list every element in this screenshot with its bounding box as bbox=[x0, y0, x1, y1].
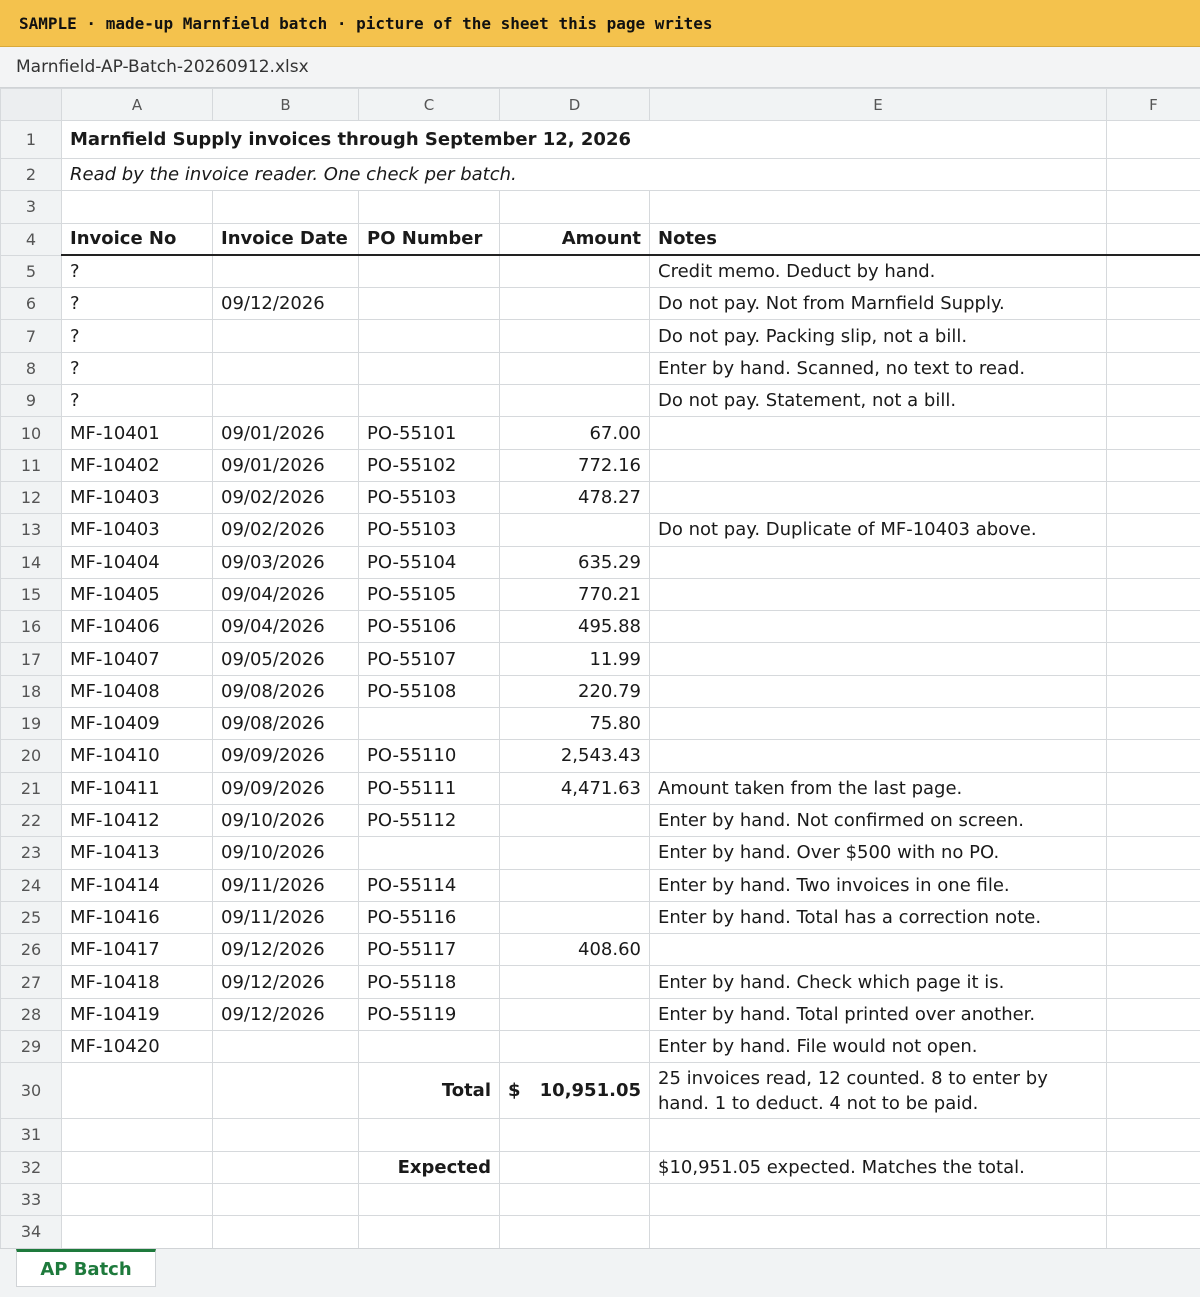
po-number-cell[interactable]: PO-55101 bbox=[359, 417, 500, 449]
amount-cell[interactable]: 635.29 bbox=[500, 546, 650, 578]
cell[interactable] bbox=[1107, 417, 1200, 449]
amount-cell[interactable]: 67.00 bbox=[500, 417, 650, 449]
header-invoice-date[interactable]: Invoice Date bbox=[213, 223, 359, 255]
invoice-date-cell[interactable]: 09/02/2026 bbox=[213, 481, 359, 513]
invoice-date-cell[interactable]: 09/09/2026 bbox=[213, 740, 359, 772]
invoice-date-cell[interactable]: 09/12/2026 bbox=[213, 998, 359, 1030]
sheet-row bbox=[1, 121, 1200, 159]
sheet-title[interactable]: Marnfield Supply invoices through September 12, 2026 bbox=[62, 121, 1107, 159]
cell[interactable] bbox=[500, 1151, 650, 1183]
notes-cell[interactable]: Do not pay. Statement, not a bill. bbox=[650, 385, 1107, 417]
table-row bbox=[1, 740, 1200, 772]
notes-cell[interactable] bbox=[650, 417, 1107, 449]
amount-cell[interactable]: 75.80 bbox=[500, 708, 650, 740]
invoice-no-cell[interactable]: MF-10413 bbox=[62, 837, 213, 869]
cell[interactable] bbox=[1107, 772, 1200, 804]
table-row bbox=[1, 611, 1200, 643]
invoice-no-cell[interactable]: MF-10418 bbox=[62, 966, 213, 998]
po-number-cell[interactable]: PO-55102 bbox=[359, 449, 500, 481]
notes-cell[interactable] bbox=[650, 708, 1107, 740]
invoice-date-cell[interactable]: 09/01/2026 bbox=[213, 449, 359, 481]
table-row bbox=[1, 578, 1200, 610]
invoice-no-cell[interactable]: MF-10403 bbox=[62, 481, 213, 513]
invoice-date-cell[interactable] bbox=[213, 385, 359, 417]
sheet-subtitle[interactable]: Read by the invoice reader. One check per batch. bbox=[62, 159, 1107, 191]
cell[interactable] bbox=[1107, 352, 1200, 384]
row-header[interactable]: 20 bbox=[1, 740, 62, 772]
sheet-row bbox=[1, 1183, 1200, 1215]
table-row bbox=[1, 934, 1200, 966]
table-header-row bbox=[1, 223, 1200, 255]
table-row bbox=[1, 514, 1200, 546]
invoice-no-cell[interactable]: MF-10406 bbox=[62, 611, 213, 643]
row-header[interactable]: 15 bbox=[1, 578, 62, 610]
po-number-cell[interactable] bbox=[359, 1031, 500, 1063]
notes-cell[interactable] bbox=[650, 481, 1107, 513]
invoice-no-cell[interactable]: MF-10414 bbox=[62, 869, 213, 901]
cell[interactable] bbox=[1107, 998, 1200, 1030]
table-row bbox=[1, 966, 1200, 998]
row-header[interactable]: 19 bbox=[1, 708, 62, 740]
row-header[interactable]: 4 bbox=[1, 223, 62, 255]
row-header[interactable]: 34 bbox=[1, 1216, 62, 1248]
amount-cell[interactable]: 11.99 bbox=[500, 643, 650, 675]
notes-cell[interactable] bbox=[650, 934, 1107, 966]
po-number-cell[interactable]: PO-55105 bbox=[359, 578, 500, 610]
row-header[interactable]: 17 bbox=[1, 643, 62, 675]
invoice-date-cell[interactable] bbox=[213, 352, 359, 384]
cell[interactable] bbox=[1107, 966, 1200, 998]
sheet-row bbox=[1, 1216, 1200, 1248]
po-number-cell[interactable]: PO-55111 bbox=[359, 772, 500, 804]
invoice-no-cell[interactable]: MF-10409 bbox=[62, 708, 213, 740]
sheet-row bbox=[1, 191, 1200, 223]
notes-cell[interactable]: Amount taken from the last page. bbox=[650, 772, 1107, 804]
amount-cell[interactable] bbox=[500, 804, 650, 836]
cell[interactable] bbox=[1107, 804, 1200, 836]
header-po-number[interactable]: PO Number bbox=[359, 223, 500, 255]
expected-note[interactable]: $10,951.05 expected. Matches the total. bbox=[650, 1151, 1107, 1183]
cell[interactable] bbox=[1107, 481, 1200, 513]
invoice-no-cell[interactable]: ? bbox=[62, 352, 213, 384]
table-row bbox=[1, 869, 1200, 901]
cell[interactable] bbox=[62, 191, 213, 223]
cell[interactable] bbox=[213, 1063, 359, 1119]
row-header[interactable]: 33 bbox=[1, 1183, 62, 1215]
invoice-no-cell[interactable]: MF-10407 bbox=[62, 643, 213, 675]
amount-cell[interactable] bbox=[500, 288, 650, 320]
amount-cell[interactable] bbox=[500, 385, 650, 417]
invoice-no-cell[interactable]: MF-10419 bbox=[62, 998, 213, 1030]
invoice-no-cell[interactable]: ? bbox=[62, 385, 213, 417]
sheet-tab-ap-batch[interactable]: AP Batch bbox=[16, 1249, 156, 1287]
file-name: Marnfield-AP-Batch-20260912.xlsx bbox=[0, 47, 1200, 88]
notes-cell[interactable] bbox=[650, 611, 1107, 643]
total-row bbox=[1, 1063, 1200, 1119]
cell[interactable] bbox=[213, 1183, 359, 1215]
po-number-cell[interactable] bbox=[359, 837, 500, 869]
invoice-date-cell[interactable] bbox=[213, 255, 359, 287]
table-row bbox=[1, 255, 1200, 287]
table-row bbox=[1, 417, 1200, 449]
column-header-a[interactable]: A bbox=[62, 89, 213, 121]
invoice-no-cell[interactable]: MF-10401 bbox=[62, 417, 213, 449]
cell[interactable] bbox=[1107, 1031, 1200, 1063]
po-number-cell[interactable] bbox=[359, 255, 500, 287]
amount-cell[interactable]: 495.88 bbox=[500, 611, 650, 643]
select-all-corner[interactable] bbox=[1, 89, 62, 121]
invoice-date-cell[interactable]: 09/11/2026 bbox=[213, 869, 359, 901]
invoice-no-cell[interactable]: ? bbox=[62, 288, 213, 320]
row-header[interactable]: 22 bbox=[1, 804, 62, 836]
po-number-cell[interactable] bbox=[359, 288, 500, 320]
cell[interactable] bbox=[1107, 159, 1200, 191]
invoice-date-cell[interactable]: 09/05/2026 bbox=[213, 643, 359, 675]
po-number-cell[interactable]: PO-55103 bbox=[359, 481, 500, 513]
table-row bbox=[1, 481, 1200, 513]
cell[interactable] bbox=[359, 1119, 500, 1151]
total-amount: 10,951.05 bbox=[539, 1080, 641, 1102]
invoice-date-cell[interactable]: 09/09/2026 bbox=[213, 772, 359, 804]
cell[interactable] bbox=[500, 1119, 650, 1151]
row-header[interactable]: 6 bbox=[1, 288, 62, 320]
cell[interactable] bbox=[1107, 1216, 1200, 1248]
po-number-cell[interactable] bbox=[359, 352, 500, 384]
invoice-date-cell[interactable]: 09/02/2026 bbox=[213, 514, 359, 546]
table-row bbox=[1, 385, 1200, 417]
cell[interactable] bbox=[1107, 121, 1200, 159]
row-header[interactable]: 5 bbox=[1, 255, 62, 287]
cell[interactable] bbox=[1107, 740, 1200, 772]
table-row bbox=[1, 772, 1200, 804]
column-header-f[interactable]: F bbox=[1107, 89, 1200, 121]
sheet-row bbox=[1, 1119, 1200, 1151]
row-header[interactable]: 13 bbox=[1, 514, 62, 546]
po-number-cell[interactable]: PO-55104 bbox=[359, 546, 500, 578]
row-header[interactable]: 12 bbox=[1, 481, 62, 513]
cell[interactable] bbox=[1107, 901, 1200, 933]
cell[interactable] bbox=[1107, 578, 1200, 610]
po-number-cell[interactable]: PO-55108 bbox=[359, 675, 500, 707]
table-row bbox=[1, 546, 1200, 578]
po-number-cell[interactable]: PO-55103 bbox=[359, 514, 500, 546]
cell[interactable] bbox=[650, 1119, 1107, 1151]
invoice-date-cell[interactable]: 09/04/2026 bbox=[213, 611, 359, 643]
notes-cell[interactable]: Do not pay. Not from Marnfield Supply. bbox=[650, 288, 1107, 320]
table-row bbox=[1, 804, 1200, 836]
amount-cell[interactable] bbox=[500, 352, 650, 384]
sheet-table bbox=[0, 88, 1200, 1249]
header-notes[interactable]: Notes bbox=[650, 223, 1107, 255]
header-amount[interactable]: Amount bbox=[500, 223, 650, 255]
total-label[interactable]: Total bbox=[359, 1063, 500, 1119]
cell[interactable] bbox=[1107, 385, 1200, 417]
invoice-date-cell[interactable] bbox=[213, 1031, 359, 1063]
column-header-row bbox=[1, 89, 1200, 121]
row-header[interactable]: 9 bbox=[1, 385, 62, 417]
invoice-no-cell[interactable]: MF-10408 bbox=[62, 675, 213, 707]
cell[interactable] bbox=[213, 1216, 359, 1248]
table-row bbox=[1, 901, 1200, 933]
invoice-no-cell[interactable]: ? bbox=[62, 320, 213, 352]
invoice-no-cell[interactable]: MF-10404 bbox=[62, 546, 213, 578]
cell[interactable] bbox=[1107, 514, 1200, 546]
cell[interactable] bbox=[1107, 288, 1200, 320]
amount-cell[interactable]: 770.21 bbox=[500, 578, 650, 610]
sample-banner: SAMPLE · made-up Marnfield batch · picture of the sheet this page writes bbox=[0, 0, 1200, 47]
po-number-cell[interactable]: PO-55110 bbox=[359, 740, 500, 772]
invoice-date-cell[interactable]: 09/08/2026 bbox=[213, 708, 359, 740]
row-header[interactable]: 23 bbox=[1, 837, 62, 869]
amount-cell[interactable]: 772.16 bbox=[500, 449, 650, 481]
po-number-cell[interactable]: PO-55119 bbox=[359, 998, 500, 1030]
cell[interactable] bbox=[62, 1183, 213, 1215]
invoice-date-cell[interactable]: 09/08/2026 bbox=[213, 675, 359, 707]
cell[interactable] bbox=[213, 1151, 359, 1183]
row-header[interactable]: 8 bbox=[1, 352, 62, 384]
table-row bbox=[1, 643, 1200, 675]
invoice-date-cell[interactable]: 09/12/2026 bbox=[213, 288, 359, 320]
cell[interactable] bbox=[1107, 934, 1200, 966]
po-number-cell[interactable]: PO-55117 bbox=[359, 934, 500, 966]
table-row bbox=[1, 708, 1200, 740]
total-currency: $ bbox=[508, 1080, 521, 1102]
row-header[interactable]: 10 bbox=[1, 417, 62, 449]
row-header[interactable]: 18 bbox=[1, 675, 62, 707]
invoice-date-cell[interactable]: 09/11/2026 bbox=[213, 901, 359, 933]
row-header[interactable]: 7 bbox=[1, 320, 62, 352]
row-header[interactable]: 26 bbox=[1, 934, 62, 966]
total-note[interactable]: 25 invoices read, 12 counted. 8 to enter by hand. 1 to deduct. 4 not to be paid. bbox=[650, 1063, 1107, 1119]
column-header-b[interactable]: B bbox=[213, 89, 359, 121]
sheet-tab-bar bbox=[0, 1248, 1200, 1297]
invoice-date-cell[interactable]: 09/01/2026 bbox=[213, 417, 359, 449]
cell[interactable] bbox=[1107, 1063, 1200, 1119]
cell[interactable] bbox=[359, 191, 500, 223]
invoice-no-cell[interactable]: MF-10403 bbox=[62, 514, 213, 546]
amount-cell[interactable]: 2,543.43 bbox=[500, 740, 650, 772]
po-number-cell[interactable]: PO-55116 bbox=[359, 901, 500, 933]
row-header[interactable]: 32 bbox=[1, 1151, 62, 1183]
cell[interactable] bbox=[359, 1183, 500, 1215]
invoice-date-cell[interactable]: 09/12/2026 bbox=[213, 966, 359, 998]
amount-cell[interactable]: 4,471.63 bbox=[500, 772, 650, 804]
column-header-c[interactable]: C bbox=[359, 89, 500, 121]
table-row bbox=[1, 675, 1200, 707]
cell[interactable] bbox=[500, 1216, 650, 1248]
notes-cell[interactable]: Do not pay. Duplicate of MF-10403 above. bbox=[650, 514, 1107, 546]
invoice-date-cell[interactable]: 09/03/2026 bbox=[213, 546, 359, 578]
invoice-no-cell[interactable]: MF-10410 bbox=[62, 740, 213, 772]
table-row bbox=[1, 320, 1200, 352]
invoice-no-cell[interactable]: MF-10405 bbox=[62, 578, 213, 610]
header-invoice-no[interactable]: Invoice No bbox=[62, 223, 213, 255]
notes-cell[interactable]: Enter by hand. Total printed over another. bbox=[650, 998, 1107, 1030]
po-number-cell[interactable]: PO-55107 bbox=[359, 643, 500, 675]
amount-cell[interactable]: 408.60 bbox=[500, 934, 650, 966]
table-row bbox=[1, 1031, 1200, 1063]
cell[interactable] bbox=[1107, 611, 1200, 643]
notes-cell[interactable]: Enter by hand. Scanned, no text to read. bbox=[650, 352, 1107, 384]
row-header[interactable]: 27 bbox=[1, 966, 62, 998]
invoice-date-cell[interactable] bbox=[213, 320, 359, 352]
po-number-cell[interactable] bbox=[359, 320, 500, 352]
invoice-date-cell[interactable]: 09/12/2026 bbox=[213, 934, 359, 966]
row-header[interactable]: 29 bbox=[1, 1031, 62, 1063]
cell[interactable] bbox=[1107, 449, 1200, 481]
row-header[interactable]: 25 bbox=[1, 901, 62, 933]
cell[interactable] bbox=[213, 191, 359, 223]
row-header[interactable]: 28 bbox=[1, 998, 62, 1030]
notes-cell[interactable] bbox=[650, 675, 1107, 707]
amount-cell[interactable] bbox=[500, 514, 650, 546]
notes-cell[interactable]: Do not pay. Packing slip, not a bill. bbox=[650, 320, 1107, 352]
cell[interactable] bbox=[650, 1183, 1107, 1215]
cell[interactable] bbox=[62, 1063, 213, 1119]
invoice-no-cell[interactable]: MF-10411 bbox=[62, 772, 213, 804]
column-header-d[interactable]: D bbox=[500, 89, 650, 121]
notes-cell[interactable]: Enter by hand. Check which page it is. bbox=[650, 966, 1107, 998]
sheet-row bbox=[1, 159, 1200, 191]
amount-cell[interactable]: 220.79 bbox=[500, 675, 650, 707]
cell[interactable] bbox=[1107, 675, 1200, 707]
po-number-cell[interactable]: PO-55112 bbox=[359, 804, 500, 836]
invoice-no-cell[interactable]: MF-10402 bbox=[62, 449, 213, 481]
cell[interactable] bbox=[500, 191, 650, 223]
notes-cell[interactable]: Enter by hand. Not confirmed on screen. bbox=[650, 804, 1107, 836]
po-number-cell[interactable] bbox=[359, 708, 500, 740]
invoice-no-cell[interactable]: MF-10412 bbox=[62, 804, 213, 836]
invoice-no-cell[interactable]: MF-10417 bbox=[62, 934, 213, 966]
notes-cell[interactable]: Enter by hand. File would not open. bbox=[650, 1031, 1107, 1063]
cell[interactable] bbox=[62, 1151, 213, 1183]
amount-cell[interactable] bbox=[500, 320, 650, 352]
cell[interactable] bbox=[62, 1119, 213, 1151]
notes-cell[interactable]: Enter by hand. Total has a correction note. bbox=[650, 901, 1107, 933]
cell[interactable] bbox=[650, 1216, 1107, 1248]
table-row bbox=[1, 352, 1200, 384]
notes-cell[interactable] bbox=[650, 740, 1107, 772]
po-number-cell[interactable] bbox=[359, 385, 500, 417]
column-header-e[interactable]: E bbox=[650, 89, 1107, 121]
cell[interactable] bbox=[1107, 643, 1200, 675]
invoice-date-cell[interactable]: 09/10/2026 bbox=[213, 837, 359, 869]
po-number-cell[interactable]: PO-55118 bbox=[359, 966, 500, 998]
invoice-no-cell[interactable]: ? bbox=[62, 255, 213, 287]
row-header[interactable]: 16 bbox=[1, 611, 62, 643]
row-header[interactable]: 21 bbox=[1, 772, 62, 804]
cell[interactable] bbox=[1107, 255, 1200, 287]
cell[interactable] bbox=[1107, 708, 1200, 740]
cell[interactable] bbox=[1107, 320, 1200, 352]
po-number-cell[interactable]: PO-55106 bbox=[359, 611, 500, 643]
amount-cell[interactable] bbox=[500, 255, 650, 287]
cell[interactable] bbox=[213, 1119, 359, 1151]
row-header[interactable]: 3 bbox=[1, 191, 62, 223]
cell[interactable] bbox=[359, 1216, 500, 1248]
cell[interactable] bbox=[1107, 1183, 1200, 1215]
notes-cell[interactable] bbox=[650, 643, 1107, 675]
row-header[interactable]: 24 bbox=[1, 869, 62, 901]
table-row bbox=[1, 837, 1200, 869]
amount-cell[interactable] bbox=[500, 1031, 650, 1063]
notes-cell[interactable]: Enter by hand. Over $500 with no PO. bbox=[650, 837, 1107, 869]
cell[interactable] bbox=[62, 1216, 213, 1248]
cell[interactable] bbox=[1107, 191, 1200, 223]
notes-cell[interactable]: Credit memo. Deduct by hand. bbox=[650, 255, 1107, 287]
amount-cell[interactable]: 478.27 bbox=[500, 481, 650, 513]
table-row bbox=[1, 449, 1200, 481]
cell[interactable] bbox=[1107, 1151, 1200, 1183]
notes-cell[interactable]: Enter by hand. Two invoices in one file. bbox=[650, 869, 1107, 901]
cell[interactable] bbox=[1107, 223, 1200, 255]
invoice-no-cell[interactable]: MF-10416 bbox=[62, 901, 213, 933]
cell[interactable] bbox=[1107, 1119, 1200, 1151]
row-header[interactable]: 11 bbox=[1, 449, 62, 481]
invoice-date-cell[interactable]: 09/04/2026 bbox=[213, 578, 359, 610]
cell[interactable] bbox=[1107, 837, 1200, 869]
notes-cell[interactable] bbox=[650, 449, 1107, 481]
cell[interactable] bbox=[1107, 546, 1200, 578]
expected-label[interactable]: Expected bbox=[359, 1151, 500, 1183]
cell[interactable] bbox=[500, 1183, 650, 1215]
amount-cell[interactable] bbox=[500, 901, 650, 933]
total-amount-cell[interactable] bbox=[500, 1063, 650, 1119]
invoice-date-cell[interactable]: 09/10/2026 bbox=[213, 804, 359, 836]
amount-cell[interactable] bbox=[500, 837, 650, 869]
amount-cell[interactable] bbox=[500, 998, 650, 1030]
po-number-cell[interactable]: PO-55114 bbox=[359, 869, 500, 901]
table-row bbox=[1, 998, 1200, 1030]
row-header[interactable]: 1 bbox=[1, 121, 62, 159]
notes-cell[interactable] bbox=[650, 578, 1107, 610]
row-header[interactable]: 30 bbox=[1, 1063, 62, 1119]
amount-cell[interactable] bbox=[500, 869, 650, 901]
amount-cell[interactable] bbox=[500, 966, 650, 998]
expected-row bbox=[1, 1151, 1200, 1183]
table-row bbox=[1, 288, 1200, 320]
row-header[interactable]: 31 bbox=[1, 1119, 62, 1151]
cell[interactable] bbox=[1107, 869, 1200, 901]
spreadsheet-grid bbox=[0, 88, 1200, 1249]
notes-cell[interactable] bbox=[650, 546, 1107, 578]
invoice-no-cell[interactable]: MF-10420 bbox=[62, 1031, 213, 1063]
cell[interactable] bbox=[650, 191, 1107, 223]
row-header[interactable]: 14 bbox=[1, 546, 62, 578]
row-header[interactable]: 2 bbox=[1, 159, 62, 191]
